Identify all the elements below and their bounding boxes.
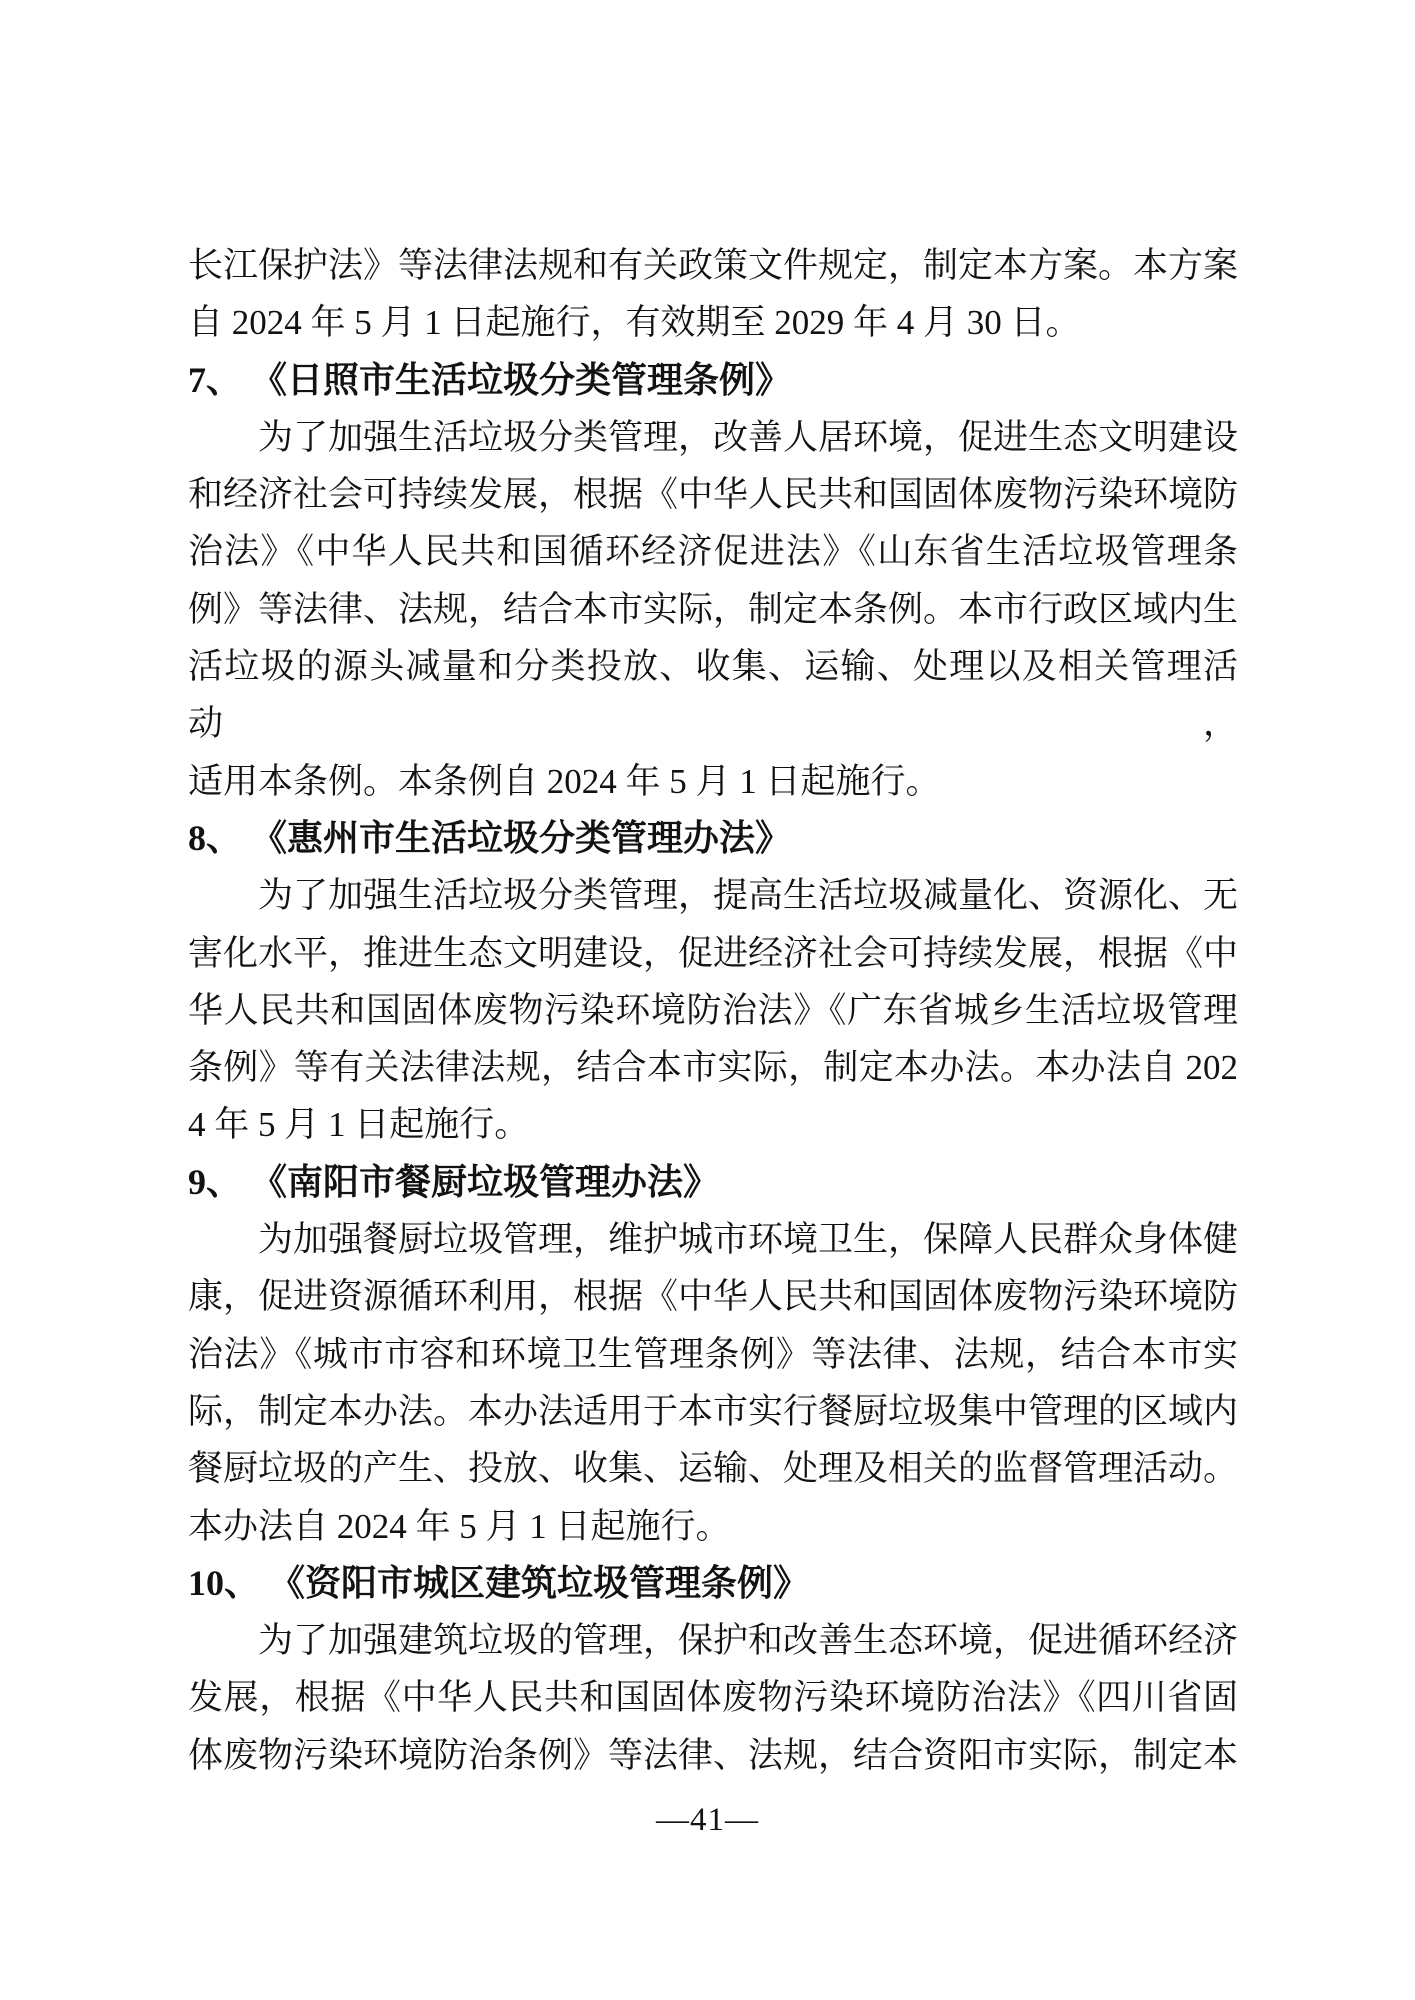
body-line: 4 年 5 月 1 日起施行。 — [188, 1105, 530, 1145]
paragraph-continued-from-previous-page — [188, 237, 1238, 352]
body-line: 为了加强生活垃圾分类管理，提高生活垃圾减量化、资源化、无 — [258, 876, 1239, 916]
body-line: 为了加强生活垃圾分类管理，改善人居环境，促进生态文明建设 — [258, 417, 1239, 457]
paragraph-item-9 — [188, 1211, 1238, 1555]
section-heading-item-7: 7、 《日照市生活垃圾分类管理条例》 — [188, 359, 792, 400]
paragraph-item-8 — [188, 867, 1238, 1153]
body-line: 治法》《城市市容和环境卫生管理条例》等法律、法规，结合本市实 — [188, 1334, 1238, 1374]
body-line: 华人民共和国固体废物污染环境防治法》《广东省城乡生活垃圾管理 — [188, 990, 1238, 1030]
body-line: 康，促进资源循环利用，根据《中华人民共和国固体废物污染环境防 — [188, 1277, 1239, 1317]
page-footer — [0, 1796, 1415, 1844]
paragraph-item-7 — [188, 409, 1238, 810]
body-line: 例》等法律、法规，结合本市实际，制定本条例。本市行政区域内生 — [188, 589, 1239, 629]
body-line: 体废物污染环境防治条例》等法律、法规，结合资阳市实际，制定本 — [188, 1735, 1239, 1775]
body-line: 为了加强建筑垃圾的管理，保护和改善生态环境，促进循环经济 — [258, 1621, 1239, 1661]
body-line: 自 2024 年 5 月 1 日起施行，有效期至 2029 年 4 月 30 日。 — [188, 303, 1081, 343]
section-heading-item-9: 9、 《南阳市餐厨垃圾管理办法》 — [188, 1161, 720, 1202]
body-line: 餐厨垃圾的产生、投放、收集、运输、处理及相关的监督管理活动。 — [188, 1449, 1239, 1489]
section-heading-item-8: 8、 《惠州市生活垃圾分类管理办法》 — [188, 817, 792, 858]
body-line: 条例》等有关法律法规，结合本市实际，制定本办法。本办法自 202 — [188, 1048, 1238, 1088]
section-heading-item-10: 10、 《资阳市城区建筑垃圾管理条例》 — [188, 1562, 810, 1603]
page-number: —41— — [656, 1802, 759, 1838]
body-line: 本办法自 2024 年 5 月 1 日起施行。 — [188, 1506, 731, 1546]
body-line: 活垃圾的源头减量和分类投放、收集、运输、处理以及相关管理活动， — [188, 647, 1238, 744]
body-line: 发展，根据《中华人民共和国固体废物污染环境防治法》《四川省固 — [188, 1678, 1238, 1718]
body-line: 际，制定本办法。本办法适用于本市实行餐厨垃圾集中管理的区域内 — [188, 1391, 1239, 1431]
body-line: 长江保护法》等法律法规和有关政策文件规定，制定本方案。本方案 — [188, 246, 1239, 285]
body-line: 适用本条例。本条例自 2024 年 5 月 1 日起施行。 — [188, 761, 941, 801]
body-line: 和经济社会可持续发展，根据《中华人民共和国固体废物污染环境防 — [188, 475, 1239, 515]
body-line: 害化水平，推进生态文明建设，促进经济社会可持续发展，根据《中 — [188, 933, 1239, 973]
body-line: 为加强餐厨垃圾管理，维护城市环境卫生，保障人民群众身体健 — [258, 1220, 1239, 1260]
document-body — [188, 237, 1238, 1784]
paragraph-item-10 — [188, 1612, 1238, 1784]
body-line: 治法》《中华人民共和国循环经济促进法》《山东省生活垃圾管理条 — [188, 532, 1238, 572]
